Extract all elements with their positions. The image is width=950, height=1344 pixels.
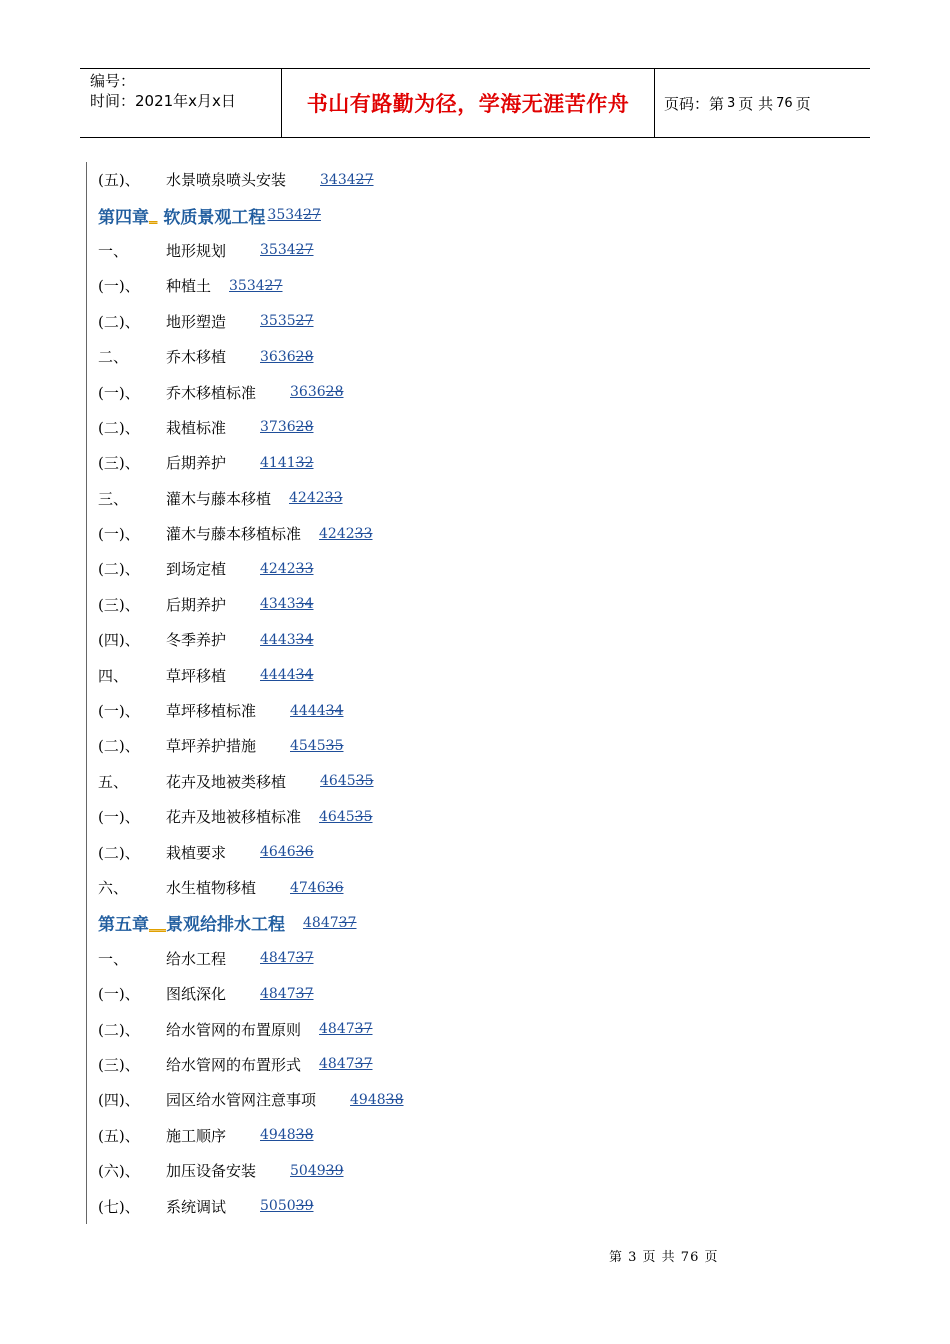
entry-number: (三)、 [98, 595, 140, 614]
entry-number: 一、 [98, 949, 129, 968]
entry-title: 冬季养护 [166, 631, 227, 650]
page-number-old: 37 [354, 1056, 373, 1073]
page-number-old: 39 [295, 1198, 314, 1215]
toc-entry[interactable] [86, 481, 686, 516]
page-link[interactable] [267, 207, 320, 223]
page-link[interactable] [319, 526, 372, 542]
page-number-old: 34 [295, 631, 314, 648]
entry-title: 给水管网的布置原则 [166, 1020, 302, 1039]
entry-number: (五)、 [98, 171, 140, 190]
page-number-new: 4141 [260, 454, 296, 471]
entry-title: 加压设备安装 [166, 1162, 257, 1181]
entry-number: (一)、 [98, 383, 140, 402]
page-link[interactable] [319, 809, 372, 825]
toc-entry[interactable] [86, 693, 686, 728]
toc-entry[interactable] [86, 1153, 686, 1188]
entry-title: 乔木移植标准 [166, 383, 257, 402]
page-number-old: 27 [295, 313, 314, 330]
entry-title: 给水工程 [166, 949, 227, 968]
page-number-new: 4847 [319, 1021, 355, 1038]
entry-number: (一)、 [98, 277, 140, 296]
entry-number: (六)、 [98, 1162, 140, 1181]
toc-chapter[interactable] [86, 905, 686, 940]
toc-entry[interactable] [86, 1118, 686, 1153]
entry-title: 种植土 [166, 277, 212, 296]
toc-entry[interactable] [86, 976, 686, 1011]
entry-title: 草坪移植标准 [166, 702, 257, 721]
toc-entry[interactable] [86, 1188, 686, 1223]
page-link[interactable] [260, 242, 313, 258]
page-link[interactable] [290, 384, 343, 400]
entry-title: 给水管网的布置形式 [166, 1055, 302, 1074]
entry-number: 三、 [98, 489, 129, 508]
page-number-old: 38 [295, 1127, 314, 1144]
page-number-old: 33 [354, 525, 373, 542]
page-number-new: 3636 [290, 384, 326, 401]
page-number-old: 38 [385, 1091, 404, 1108]
page-number-old: 34 [295, 667, 314, 684]
entry-number: (四)、 [98, 631, 140, 650]
page-number-new: 5049 [290, 1162, 326, 1179]
toc-entry[interactable] [86, 268, 686, 303]
entry-title: 栽植标准 [166, 418, 227, 437]
entry-number: (四)、 [98, 1091, 140, 1110]
entry-number: (二)、 [98, 418, 140, 437]
page-number-new: 3736 [260, 419, 296, 436]
toc-entry[interactable] [86, 799, 686, 834]
entry-number: (一)、 [98, 525, 140, 544]
page-number-old: 28 [295, 348, 314, 365]
page-number-old: 35 [354, 808, 373, 825]
toc-entry[interactable] [86, 834, 686, 869]
entry-number: 五、 [98, 772, 129, 791]
page-link[interactable] [260, 632, 313, 648]
page-link[interactable] [260, 561, 313, 577]
toc-entry[interactable] [86, 445, 686, 480]
page-number-old: 27 [303, 207, 321, 224]
page-number-new: 4847 [303, 914, 339, 931]
toc-entry[interactable] [86, 410, 686, 445]
page-number-old: 36 [295, 844, 314, 861]
page-number-new: 3636 [260, 348, 296, 365]
page-number-old: 33 [295, 560, 314, 577]
page-number-new: 4242 [319, 525, 355, 542]
entry-number: (一)、 [98, 702, 140, 721]
page-number: 3 [727, 95, 736, 111]
page-number-old: 34 [325, 702, 344, 719]
entry-title: 系统调试 [166, 1197, 227, 1216]
entry-title: 花卉及地被移植标准 [166, 808, 302, 827]
page-link[interactable] [260, 313, 313, 329]
page-number-new: 4343 [260, 596, 296, 613]
toc-entry[interactable] [86, 516, 686, 551]
page-number-new: 3534 [267, 207, 304, 224]
page-number-old: 35 [325, 737, 344, 754]
entry-number: (二)、 [98, 843, 140, 862]
page-link[interactable] [229, 278, 282, 294]
page-number-old: 28 [325, 384, 344, 401]
page-number-new: 4948 [350, 1091, 386, 1108]
entry-title: 后期养护 [166, 595, 227, 614]
page-link[interactable] [290, 738, 343, 754]
entry-number: (三)、 [98, 454, 140, 473]
doc-number-label: 编号： [90, 72, 136, 90]
entry-title: 施工顺序 [166, 1126, 227, 1145]
chapter-number: 第五章 [98, 915, 149, 936]
page-link[interactable] [260, 1198, 313, 1214]
page-number-new: 4242 [289, 490, 325, 507]
toc-entry[interactable] [86, 622, 686, 657]
entry-title: 花卉及地被类移植 [166, 772, 287, 791]
page-number-new: 4645 [320, 773, 356, 790]
page-number-old: 36 [325, 879, 344, 896]
page-number-old: 39 [325, 1162, 344, 1179]
page-link[interactable] [303, 915, 356, 931]
toc-entry[interactable] [86, 374, 686, 409]
page-footer: 第 3 页 共 76 页 [609, 1250, 719, 1265]
entry-number: (二)、 [98, 560, 140, 579]
page-label-pre: 页码：第 [664, 94, 725, 113]
entry-number: 六、 [98, 879, 129, 897]
entry-title: 到场定植 [166, 560, 227, 579]
page-link[interactable] [319, 1056, 372, 1072]
entry-number: (二)、 [98, 737, 140, 756]
page-number-new: 4443 [260, 631, 296, 648]
entry-title: 园区给水管网注意事项 [166, 1091, 317, 1110]
page-number-new: 4847 [319, 1056, 355, 1073]
entry-number: (一)、 [98, 985, 140, 1004]
page-number-new: 3534 [260, 242, 296, 259]
header-page-info [664, 69, 811, 137]
page-label-post: 页 [795, 94, 811, 113]
page-number-new: 4444 [260, 667, 296, 684]
page-label-mid: 页 共 [738, 94, 774, 113]
toc-entry[interactable] [86, 587, 686, 622]
page-link[interactable] [260, 1127, 313, 1143]
page-number-old: 27 [264, 277, 283, 294]
entry-title: 乔木移植 [166, 348, 227, 367]
toc-entry[interactable] [86, 1047, 686, 1082]
toc-entry[interactable] [86, 233, 686, 268]
page-number-new: 4645 [319, 808, 355, 825]
page-number-old: 37 [338, 914, 357, 931]
page-number-new: 4444 [290, 702, 326, 719]
toc-entry[interactable] [86, 551, 686, 586]
page-number-old: 33 [324, 490, 343, 507]
page-link[interactable] [260, 844, 313, 860]
entry-number: 二、 [98, 348, 129, 367]
entry-title: 草坪养护措施 [166, 737, 257, 756]
entry-title: 灌木与藤本移植标准 [166, 525, 302, 544]
page-header [80, 68, 870, 138]
page-number-old: 27 [355, 171, 374, 188]
toc-entry[interactable] [86, 764, 686, 799]
entry-number: 四、 [98, 666, 129, 685]
table-of-contents [86, 162, 686, 1224]
chapter-title: 软质景观工程 [157, 207, 266, 228]
entry-title: 水景喷泉喷头安装 [166, 171, 287, 190]
page-link[interactable] [260, 667, 313, 683]
toc-entry[interactable] [86, 1011, 686, 1046]
page-number-old: 37 [295, 950, 314, 967]
entry-title: 地形规划 [166, 241, 227, 260]
page-link[interactable] [260, 419, 313, 435]
entry-number: (五)、 [98, 1126, 140, 1145]
page-link[interactable] [260, 986, 313, 1002]
page-number-new: 4847 [260, 950, 296, 967]
page-link[interactable] [289, 490, 342, 506]
entry-number: (三)、 [98, 1055, 140, 1074]
page-link[interactable] [290, 880, 343, 896]
page-link[interactable] [320, 172, 373, 188]
chapter-number: 第四章 [98, 207, 149, 228]
entry-number: 一、 [98, 241, 129, 260]
page-link[interactable] [260, 596, 313, 612]
page-number-old: 37 [295, 985, 314, 1002]
entry-number: (七)、 [98, 1197, 140, 1216]
chapter-underline: _ [149, 205, 158, 226]
page-link[interactable] [319, 1021, 372, 1037]
page-number-new: 4746 [290, 879, 326, 896]
page-link[interactable] [320, 773, 373, 789]
entry-number: (二)、 [98, 312, 140, 331]
page-link[interactable] [260, 455, 313, 471]
toc-entry[interactable] [86, 339, 686, 374]
toc-entry[interactable] [86, 728, 686, 763]
page-number-old: 37 [354, 1021, 373, 1038]
toc-entry[interactable] [86, 941, 686, 976]
page-link[interactable] [260, 349, 313, 365]
page-number-new: 3534 [229, 277, 265, 294]
page-number-new: 4948 [260, 1127, 296, 1144]
header-divider [654, 69, 655, 137]
doc-date: 时间：2021年x月x日 [90, 92, 236, 110]
page-number-old: 32 [295, 454, 314, 471]
chapter-title: 景观给排水工程 [166, 915, 285, 936]
page-number-new: 4646 [260, 844, 296, 861]
page-number-new: 3434 [320, 171, 356, 188]
entry-title: 水生植物移植 [166, 879, 257, 897]
page-number-new: 4847 [260, 985, 296, 1002]
entry-title: 草坪移植 [166, 666, 227, 685]
page-number-old: 27 [295, 242, 314, 259]
toc-entry[interactable] [86, 870, 686, 905]
toc-entry[interactable] [86, 1082, 686, 1117]
entry-title: 地形塑造 [166, 312, 227, 331]
toc-entry[interactable] [86, 162, 686, 197]
toc-entry[interactable] [86, 304, 686, 339]
page-number-old: 28 [295, 419, 314, 436]
page-number-old: 34 [295, 596, 314, 613]
entry-title: 后期养护 [166, 454, 227, 473]
page-total: 76 [776, 95, 793, 111]
page-number-new: 5050 [260, 1198, 296, 1215]
entry-number: (二)、 [98, 1020, 140, 1039]
toc-chapter[interactable] [86, 197, 686, 232]
entry-number: (一)、 [98, 808, 140, 827]
page-link[interactable] [260, 950, 313, 966]
entry-title: 图纸深化 [166, 985, 227, 1004]
page-number-new: 3535 [260, 313, 296, 330]
page-link[interactable] [290, 1163, 343, 1179]
entry-title: 灌木与藤本移植 [166, 489, 272, 508]
page-number-old: 35 [355, 773, 374, 790]
page-number-new: 4545 [290, 737, 326, 754]
entry-title: 栽植要求 [166, 843, 227, 862]
header-motto: 书山有路勤为径，学海无涯苦作舟 [306, 92, 630, 116]
toc-entry[interactable] [86, 657, 686, 692]
header-meta [90, 71, 280, 111]
chapter-underline: __ [149, 912, 166, 933]
page-link[interactable] [350, 1092, 403, 1108]
page-number-new: 4242 [260, 560, 296, 577]
page-link[interactable] [290, 703, 343, 719]
